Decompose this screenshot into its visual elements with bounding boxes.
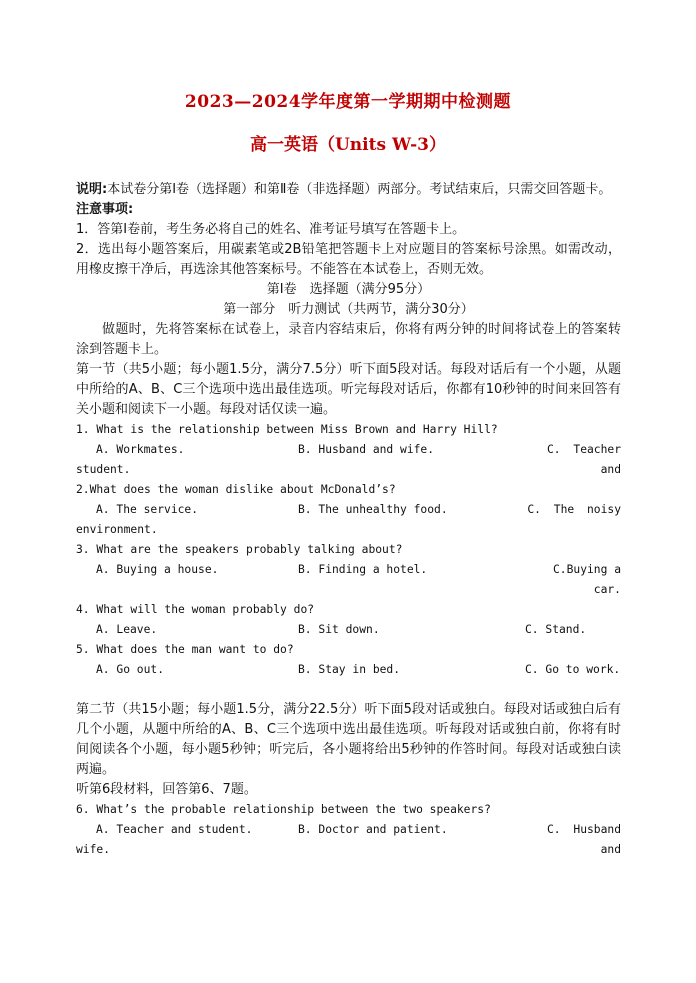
exam-title: 2023—2024学年度第一学期期中检测题	[184, 92, 512, 112]
option-c: C. The noisy	[527, 503, 621, 516]
question-2-option-c-cont: environment.	[76, 523, 158, 536]
note-text: 本试卷分第Ⅰ卷（选择题）和第Ⅱ卷（非选择题）两部分。考试结束后，只需交回答题卡。	[107, 182, 612, 197]
option-c: C. Stand.	[525, 623, 587, 636]
spacer	[76, 680, 621, 700]
attention-label: 注意事项:	[76, 202, 134, 217]
option-b: B. The unhealthy food.	[298, 503, 448, 516]
option-c: C.Buying a car.	[552, 563, 621, 596]
option-a: A. Workmates.	[96, 443, 185, 456]
option-b: B. Stay in bed.	[298, 663, 401, 676]
option-b: B. Husband and wife.	[298, 443, 435, 456]
rule-2: 2．选出每小题答案后，用碳素笔或2B铅笔把答题卡上对应题目的答案标号涂黑。如需改动，用橡皮擦干净后，再选涂其他答案标号。不能答在本试卷上，否则无效。	[76, 242, 621, 277]
note-paragraph	[76, 180, 621, 200]
spacer	[76, 580, 621, 600]
section2-intro: 第二节（共15小题；每小题1.5分，满分22.5分）听下面5段对话或独白。每段对话或独白后有几个小题，从题中所给的A、B、C三个选项中选出最佳选项。听每段对话或独白前，你将有时间阅读各个小题，每小题5秒钟；听完后，各小题将给出5秒钟的作答时间。每段对话或独白读两遍。	[76, 702, 621, 777]
document-body	[76, 180, 621, 860]
question-5-stem: 5. What does the man want to do?	[76, 643, 294, 656]
option-a: A. Go out.	[96, 663, 165, 676]
question-4-options	[76, 620, 621, 640]
option-a: A. Leave.	[96, 623, 158, 636]
note-label: 说明:	[76, 182, 108, 197]
option-b: B. Sit down.	[298, 623, 380, 636]
question-2-stem: 2.What does the woman dislike about McDonald’s?	[76, 483, 396, 496]
option-c: C. Husband and	[546, 823, 621, 856]
part-heading: 第一部分 听力测试（共两节，满分30分）	[223, 302, 474, 317]
section1-intro: 第一节（共5小题；每小题1.5分，满分7.5分）听下面5段对话。每段对话后有一个小题，从题中所给的A、B、C三个选项中选出最佳选项。听完每段对话后，你都有10秒钟的时间来回答有关小题和阅读下一小题。每段对话仅读一遍。	[76, 362, 621, 417]
question-3-options	[76, 560, 621, 596]
question-3-stem: 3. What are the speakers probably talking about?	[76, 543, 403, 556]
option-a: A. Teacher and student.	[96, 823, 253, 836]
rule-1: 1．答第Ⅰ卷前，考生务必将自己的姓名、准考证号填写在答题卡上。	[76, 222, 466, 237]
exam-subtitle: 高一英语（Units W-3）	[249, 135, 447, 155]
option-c: C. Teacher and	[546, 443, 621, 476]
question-1-stem: 1. What is the relationship between Miss Brown and Harry Hill?	[76, 423, 498, 436]
question-5-options	[76, 660, 621, 680]
question-2-options	[76, 500, 621, 520]
question-6-option-c-cont: wife.	[76, 843, 111, 856]
question-6-stem: 6. What’s the probable relationship between the two speakers?	[76, 803, 491, 816]
option-a: A. The service.	[96, 503, 199, 516]
volume-heading: 第Ⅰ卷 选择题（满分95分）	[266, 282, 431, 297]
material-6-instruction: 听第6段材料，回答第6、7题。	[76, 782, 257, 797]
option-b: B. Doctor and patient.	[298, 823, 448, 836]
question-1-option-c-cont: student.	[76, 463, 131, 476]
listening-intro: 做题时，先将答案标在试卷上，录音内容结束后，你将有两分钟的时间将试卷上的答案转涂到答题卡上。	[76, 322, 621, 357]
option-a: A. Buying a house.	[96, 563, 219, 576]
option-b: B. Finding a hotel.	[298, 563, 428, 576]
option-c: C. Go to work.	[525, 663, 621, 676]
question-4-stem: 4. What will the woman probably do?	[76, 603, 315, 616]
